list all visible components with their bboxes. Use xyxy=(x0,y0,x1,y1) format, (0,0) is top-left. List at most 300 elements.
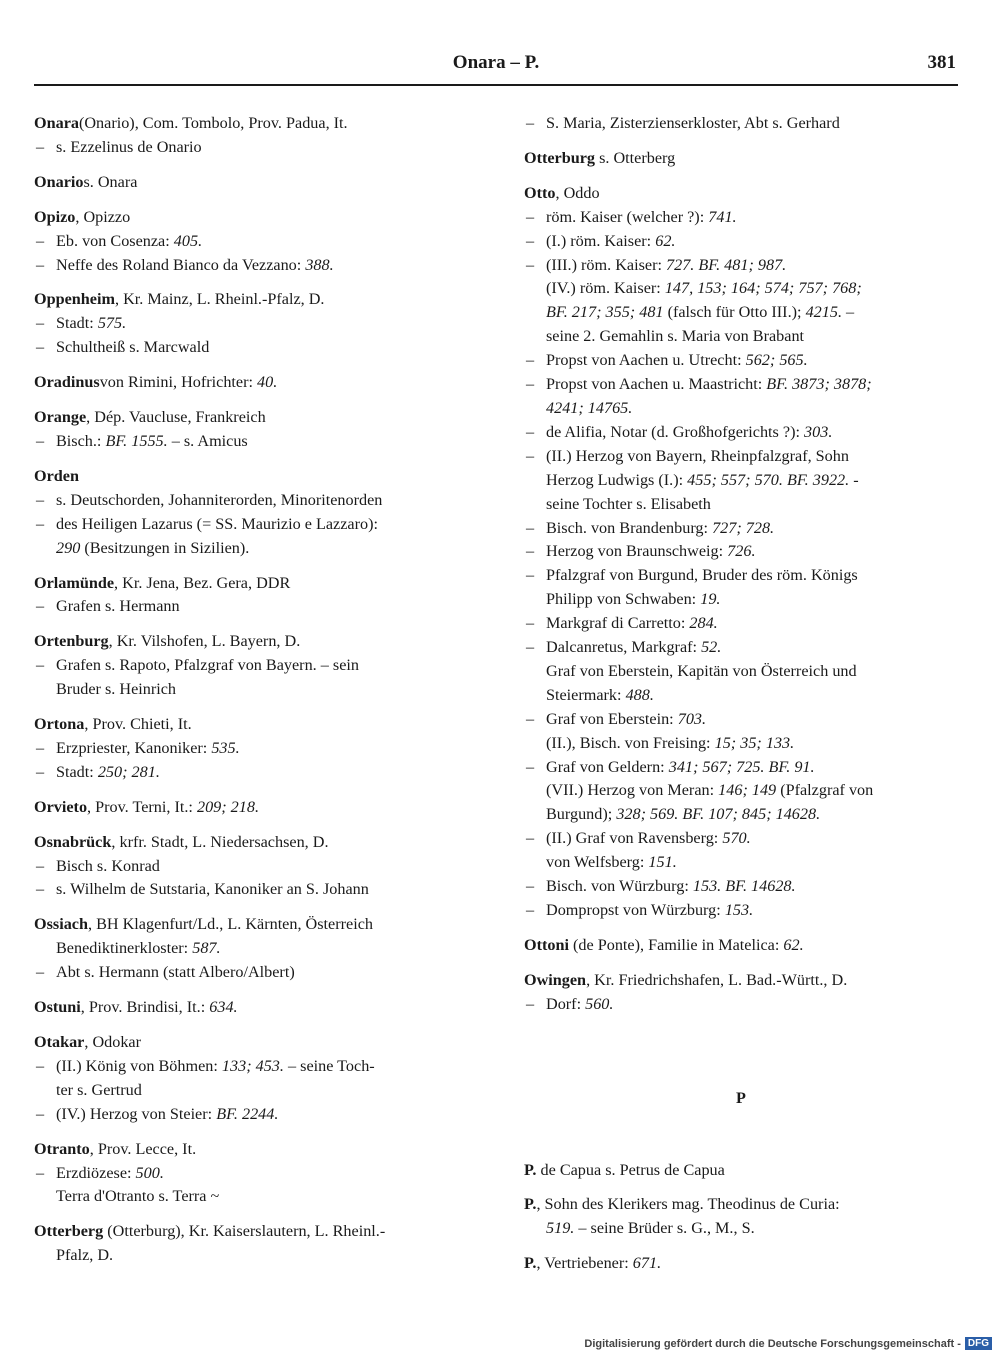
entry-line xyxy=(524,899,958,923)
entry-text: Grafen s. Hermann xyxy=(56,597,180,616)
page-reference: 303. xyxy=(804,422,833,441)
entry-text: von Welfsberg: xyxy=(546,853,649,872)
dash-marker: – xyxy=(526,877,535,896)
entry-text: Erzpriester, Kanoniker: xyxy=(56,738,212,757)
entry-text: von Rimini, Hofrichter: xyxy=(99,373,258,392)
index-entry xyxy=(34,171,474,195)
index-entry xyxy=(34,572,474,620)
dash-marker: – xyxy=(526,518,535,537)
entry-line xyxy=(524,636,958,660)
entry-text: Bisch. von Brandenburg: xyxy=(546,518,713,537)
dash-marker: – xyxy=(36,431,45,450)
entry-text: , Vertriebener: xyxy=(536,1254,633,1273)
entry-line xyxy=(34,254,474,278)
entry-text: (II.) Herzog von Bayern, Rheinpfalzgraf, Sohn xyxy=(546,446,849,465)
entry-line xyxy=(34,678,474,702)
entry-text: seine Tochter s. Elisabeth xyxy=(546,494,711,513)
entry-text: Grafen s. Rapoto, Pfalzgraf von Bayern. – sein xyxy=(56,656,359,675)
dash-marker: – xyxy=(526,901,535,919)
entry-text: Stadt: xyxy=(56,314,98,333)
entry-text: Propst von Aachen u. Utrecht: xyxy=(546,351,746,370)
entry-line xyxy=(524,206,958,230)
page-number: 381 xyxy=(927,52,956,73)
entry-line xyxy=(524,1159,958,1183)
entry-line xyxy=(524,517,958,541)
entry-line xyxy=(34,961,474,985)
dash-marker: – xyxy=(526,566,535,585)
dash-marker: – xyxy=(36,490,45,509)
entry-line xyxy=(34,737,474,761)
entry-text: (Besitzungen in Sizilien). xyxy=(80,538,250,557)
entry-line xyxy=(524,540,958,564)
index-entry xyxy=(34,913,474,985)
entry-line xyxy=(524,373,958,397)
entry-line xyxy=(524,1252,958,1276)
entry-text: – seine Brüder s. G., M., S. xyxy=(574,1219,755,1238)
entry-text: Eb. von Cosenza: xyxy=(56,231,174,250)
dash-marker: – xyxy=(36,1104,45,1123)
entry-text: (III.) röm. Kaiser: xyxy=(546,255,667,274)
entry-text: (IV.) Herzog von Steier: xyxy=(56,1104,217,1123)
dash-marker: – xyxy=(526,255,535,274)
entry-text: Bisch s. Konrad xyxy=(56,856,160,875)
entry-text: des Heiligen Lazarus (= SS. Maurizio e Lazzaro): xyxy=(56,514,378,533)
page-reference: BF. 2244. xyxy=(216,1104,279,1123)
entry-line xyxy=(34,572,474,596)
page-reference: 727; 728. xyxy=(712,518,775,537)
entry-text: (I.) röm. Kaiser: xyxy=(546,231,656,250)
headword: Ottoni xyxy=(524,935,569,954)
entry-line xyxy=(524,993,958,1017)
entry-line xyxy=(34,996,474,1020)
dash-marker: – xyxy=(526,446,535,465)
entry-line xyxy=(524,254,958,278)
entry-line xyxy=(524,934,958,958)
page-reference: 146; 149 xyxy=(718,781,777,800)
entry-line xyxy=(34,312,474,336)
dash-marker: – xyxy=(36,255,45,274)
headword: Onara xyxy=(34,114,79,132)
index-entry xyxy=(34,1220,474,1268)
entry-text: (Otterburg), Kr. Kaiserslautern, L. Rheinl.- xyxy=(103,1222,386,1241)
entry-text: S. Maria, Zisterzienserkloster, Abt s. Gerhard xyxy=(546,114,840,132)
entry-text: , Kr. Mainz, L. Rheinl.-Pfalz, D. xyxy=(114,290,325,309)
entry-line xyxy=(34,1162,474,1186)
page-reference: BF. 217; 355; 481 xyxy=(546,303,664,322)
entry-text: , Prov. Terni, It.: xyxy=(87,797,197,816)
page-reference: 209; 218. xyxy=(196,797,260,816)
entry-text: Dalcanretus, Markgraf: xyxy=(546,638,702,657)
page-reference: 52. xyxy=(701,638,722,657)
entry-line xyxy=(524,112,958,136)
entry-line xyxy=(34,937,474,961)
page-reference: 455; 557; 570. BF. 3922. xyxy=(687,470,850,489)
index-entry xyxy=(34,406,474,454)
entry-line xyxy=(524,969,958,993)
entry-line xyxy=(34,406,474,430)
entry-line xyxy=(34,595,474,619)
entry-text: röm. Kaiser (welcher ?): xyxy=(546,207,709,226)
entry-text: , Dép. Vaucluse, Frankreich xyxy=(86,408,266,427)
entry-text: Dompropst von Würzburg: xyxy=(546,901,725,919)
index-entry xyxy=(34,1138,474,1210)
entry-line xyxy=(34,489,474,513)
entry-line xyxy=(524,349,958,373)
entry-text: Graf von Eberstein, Kapitän von Österreich und xyxy=(546,661,857,680)
headword: Otakar xyxy=(34,1033,85,1051)
entry-text: , Sohn des Klerikers mag. Theodinus de Curia: xyxy=(536,1195,840,1214)
entry-text: Bisch. von Würzburg: xyxy=(546,877,693,896)
left-column xyxy=(34,112,474,1279)
entry-text: de Capua s. Petrus de Capua xyxy=(536,1160,725,1179)
entry-text: Pfalzgraf von Burgund, Bruder des röm. Königs xyxy=(546,566,858,585)
entry-line xyxy=(524,301,958,325)
index-entry xyxy=(524,969,958,1017)
entry-line xyxy=(524,851,958,875)
entry-line xyxy=(34,713,474,737)
index-entry xyxy=(34,996,474,1020)
dash-marker: – xyxy=(526,231,535,250)
entry-line xyxy=(34,371,474,395)
entry-line xyxy=(524,660,958,684)
headword: Owingen xyxy=(524,970,587,989)
page-reference: 405. xyxy=(173,231,203,250)
index-entry xyxy=(524,934,958,958)
dash-marker: – xyxy=(36,597,45,616)
page-reference: 4241; 14765. xyxy=(546,398,633,417)
headword: Oppenheim xyxy=(34,290,115,309)
entry-text: ter s. Gertrud xyxy=(56,1080,142,1099)
page-reference: 341; 567; 725. BF. 91. xyxy=(668,757,815,776)
entry-line xyxy=(34,1103,474,1127)
entry-line xyxy=(34,1079,474,1103)
dash-marker: – xyxy=(526,375,535,394)
index-entry xyxy=(524,112,958,136)
entry-text: (Pfalzgraf von xyxy=(776,781,874,800)
page-reference: 133; 453. xyxy=(221,1056,284,1075)
dash-marker: – xyxy=(36,762,45,781)
entry-line xyxy=(524,827,958,851)
dash-marker: – xyxy=(36,137,45,156)
entry-text: , Odokar xyxy=(84,1033,141,1051)
entry-line xyxy=(524,397,958,421)
index-entry xyxy=(524,1159,958,1183)
page-reference: 388. xyxy=(305,255,334,274)
entry-line xyxy=(524,182,958,206)
entry-line xyxy=(34,136,474,160)
dash-marker: – xyxy=(526,638,535,657)
entry-text: s. Wilhelm de Sutstaria, Kanoniker an S. Johann xyxy=(56,880,369,899)
dash-marker: – xyxy=(526,351,535,370)
page-reference: 250; 281. xyxy=(97,762,160,781)
entry-text: Benediktinerkloster: xyxy=(56,939,193,958)
entry-line xyxy=(34,1138,474,1162)
entry-line xyxy=(524,469,958,493)
entry-line xyxy=(524,493,958,517)
page-reference: 40. xyxy=(257,373,278,392)
page-reference: 62. xyxy=(783,935,804,954)
entry-line xyxy=(524,875,958,899)
entry-text: – xyxy=(841,303,855,322)
page-reference: 488. xyxy=(625,685,654,704)
headword: Otto xyxy=(524,183,556,202)
headword: Orlamünde xyxy=(34,573,115,592)
dash-marker: – xyxy=(36,1056,45,1075)
index-entry xyxy=(34,831,474,903)
entry-line xyxy=(34,831,474,855)
entry-text: , BH Klagenfurt/Ld., L. Kärnten, Österreich xyxy=(87,915,373,934)
headword: Opizo xyxy=(34,207,76,226)
dfg-logo: DFG xyxy=(965,1337,992,1350)
entry-line xyxy=(34,112,474,136)
entry-line xyxy=(524,732,958,756)
page-reference: 153. xyxy=(724,901,754,919)
dash-marker: – xyxy=(526,709,535,728)
entry-line xyxy=(34,855,474,879)
entry-line xyxy=(34,206,474,230)
dash-marker: – xyxy=(526,422,535,441)
entry-text: – seine Toch- xyxy=(283,1056,375,1075)
page-reference: 328; 569. BF. 107; 845; 14628. xyxy=(616,805,821,824)
entry-line xyxy=(34,1244,474,1268)
entry-line xyxy=(34,1185,474,1209)
index-entry xyxy=(34,288,474,360)
headword: Ortona xyxy=(34,715,85,734)
index-entry xyxy=(34,630,474,702)
footer-text: Digitalisierung gefördert durch die Deutsche Forschungsgemeinschaft - xyxy=(584,1337,961,1350)
page-reference: 570. xyxy=(722,829,751,848)
headword: Otranto xyxy=(34,1139,90,1158)
headword: Oradinus xyxy=(34,373,100,392)
entry-text: , Prov. Brindisi, It.: xyxy=(80,998,210,1017)
entry-text: (de Ponte), Familie in Matelica: xyxy=(568,935,784,954)
entry-text: de Alifia, Notar (d. Großhofgerichts ?): xyxy=(546,422,805,441)
page-reference: 290 xyxy=(56,538,81,557)
entry-line xyxy=(524,277,958,301)
entry-line xyxy=(524,684,958,708)
entry-text: seine 2. Gemahlin s. Maria von Brabant xyxy=(546,327,805,346)
entry-line xyxy=(34,796,474,820)
headword: P. xyxy=(524,1195,537,1214)
entry-line xyxy=(524,588,958,612)
entry-line xyxy=(34,288,474,312)
page-reference: 727. BF. 481; 987. xyxy=(666,255,787,274)
dash-marker: – xyxy=(36,656,45,675)
entry-line xyxy=(34,430,474,454)
entry-text: (falsch für Otto III.); xyxy=(663,303,806,322)
index-entry xyxy=(524,147,958,171)
entry-text: , Prov. Chieti, It. xyxy=(84,715,192,734)
dash-marker: – xyxy=(36,314,45,333)
entry-text: - xyxy=(849,470,859,489)
dash-marker: – xyxy=(526,207,535,226)
entry-text: , Kr. Vilshofen, L. Bayern, D. xyxy=(108,632,301,651)
entry-text: , krfr. Stadt, L. Niedersachsen, D. xyxy=(111,832,329,851)
entry-line xyxy=(34,654,474,678)
entry-line xyxy=(524,325,958,349)
entry-text: Bisch.: xyxy=(56,431,106,450)
dash-marker: – xyxy=(526,542,535,561)
dash-marker: – xyxy=(36,338,45,357)
entry-line xyxy=(524,612,958,636)
entry-line xyxy=(34,1220,474,1244)
entry-text: Herzog von Braunschweig: xyxy=(546,542,728,561)
headword: Orange xyxy=(34,408,87,427)
dash-marker: – xyxy=(526,994,535,1013)
entry-text: Graf von Geldern: xyxy=(546,757,669,776)
entry-text: s. Onara xyxy=(83,172,138,191)
page-header xyxy=(34,48,958,86)
entry-line xyxy=(524,803,958,827)
dash-marker: – xyxy=(36,963,45,982)
page-reference: 500. xyxy=(135,1163,164,1182)
entry-text: Herzog Ludwigs (I.): xyxy=(546,470,688,489)
index-entry xyxy=(524,182,958,923)
page-reference: 587. xyxy=(192,939,221,958)
entry-text: Erzdiözese: xyxy=(56,1163,136,1182)
entry-text: Philipp von Schwaben: xyxy=(546,590,701,609)
headword: Ostuni xyxy=(34,998,81,1017)
entry-text: (II.) König von Böhmen: xyxy=(56,1056,222,1075)
entry-line xyxy=(524,147,958,171)
dash-marker: – xyxy=(526,829,535,848)
entry-text: (II.) Graf von Ravensberg: xyxy=(546,829,723,848)
entry-text: s. Deutschorden, Johanniterorden, Minoritenorden xyxy=(56,490,383,509)
page-reference: 284. xyxy=(689,614,718,633)
footer xyxy=(584,1337,992,1350)
entry-line xyxy=(34,630,474,654)
entry-text: Pfalz, D. xyxy=(56,1246,114,1265)
entry-line xyxy=(34,230,474,254)
entry-line xyxy=(34,336,474,360)
index-entry xyxy=(524,1252,958,1276)
page-reference: 15; 35; 133. xyxy=(714,733,795,752)
entry-line xyxy=(524,708,958,732)
entry-text: Terra d'Otranto s. Terra ~ xyxy=(56,1187,220,1206)
index-entry xyxy=(34,713,474,785)
page-reference: BF. 1555. xyxy=(105,431,168,450)
entry-text: , Opizzo xyxy=(75,207,131,226)
entry-text: , Kr. Friedrichshafen, L. Bad.-Württ., D. xyxy=(586,970,848,989)
index-entry xyxy=(34,206,474,278)
index-entry xyxy=(34,371,474,395)
page-reference: 62. xyxy=(655,231,676,250)
page-reference: 535. xyxy=(211,738,240,757)
entry-text: (IV.) röm. Kaiser: xyxy=(546,279,665,298)
entry-text: Schultheiß s. Marcwald xyxy=(56,338,210,357)
entry-line xyxy=(524,779,958,803)
entry-line xyxy=(524,1193,958,1217)
dash-marker: – xyxy=(526,114,535,132)
headword: P. xyxy=(524,1254,537,1273)
entry-text: s. Ezzelinus de Onario xyxy=(56,137,202,156)
entry-line xyxy=(34,171,474,195)
dash-marker: – xyxy=(36,1163,45,1182)
page-reference: BF. 3873; 3878; xyxy=(766,375,872,394)
section-heading: P xyxy=(736,1088,746,1107)
entry-text: Burgund); xyxy=(546,805,617,824)
headword: Onario xyxy=(34,172,84,191)
page-reference: 575. xyxy=(97,314,127,333)
entry-line xyxy=(34,913,474,937)
headword: P. xyxy=(524,1160,537,1179)
page-reference: 153. BF. 14628. xyxy=(692,877,796,896)
dash-marker: – xyxy=(526,757,535,776)
page-title: Onara – P. xyxy=(452,52,540,73)
page-reference: 671. xyxy=(632,1254,662,1273)
dash-marker: – xyxy=(36,880,45,899)
entry-text: (Onario), Com. Tombolo, Prov. Padua, It. xyxy=(78,114,348,132)
index-entry xyxy=(34,796,474,820)
index-entry xyxy=(34,112,474,160)
headword: Otterburg xyxy=(524,148,596,167)
entry-line xyxy=(34,537,474,561)
entry-line xyxy=(524,756,958,780)
page-reference: 741. xyxy=(708,207,737,226)
page-reference: 726. xyxy=(727,542,756,561)
entry-line xyxy=(34,761,474,785)
page-reference: 19. xyxy=(700,590,721,609)
entry-text: , Kr. Jena, Bez. Gera, DDR xyxy=(114,573,291,592)
index-entry xyxy=(524,1193,958,1241)
entry-line xyxy=(524,1217,958,1241)
page-reference: 562; 565. xyxy=(745,351,808,370)
headword: Ossiach xyxy=(34,915,88,934)
entry-text: , Prov. Lecce, It. xyxy=(89,1139,197,1158)
entry-text: Graf von Eberstein: xyxy=(546,709,678,728)
page-reference: 703. xyxy=(677,709,707,728)
index-entry xyxy=(34,1031,474,1127)
entry-line xyxy=(34,1055,474,1079)
headword: Otterberg xyxy=(34,1222,104,1241)
page-reference: 634. xyxy=(209,998,238,1017)
entry-text: Abt s. Hermann (statt Albero/Albert) xyxy=(56,963,295,982)
entry-text: Bruder s. Heinrich xyxy=(56,680,177,699)
dash-marker: – xyxy=(36,738,45,757)
dash-marker: – xyxy=(36,856,45,875)
entry-text: – s. Amicus xyxy=(167,431,248,450)
entry-text: Dorf: xyxy=(546,994,586,1013)
entry-text: Propst von Aachen u. Maastricht: xyxy=(546,375,767,394)
entry-line xyxy=(524,445,958,469)
entry-line xyxy=(524,564,958,588)
entry-text: s. Otterberg xyxy=(595,148,676,167)
index-entry xyxy=(34,465,474,561)
headword: Osnabrück xyxy=(34,832,112,851)
entry-text: Stadt: xyxy=(56,762,98,781)
entry-line xyxy=(524,230,958,254)
entry-text: (VII.) Herzog von Meran: xyxy=(546,781,719,800)
entry-text: Markgraf di Carretto: xyxy=(546,614,690,633)
dash-marker: – xyxy=(36,514,45,533)
dash-marker: – xyxy=(36,231,45,250)
headword: Orden xyxy=(34,466,79,485)
right-column xyxy=(524,112,958,1287)
entry-text: Neffe des Roland Bianco da Vezzano: xyxy=(56,255,306,274)
page-reference: 560. xyxy=(585,994,614,1013)
page-reference: 519. xyxy=(546,1219,575,1238)
entry-text: Steiermark: xyxy=(546,685,626,704)
page-reference: 4215. xyxy=(805,303,842,322)
page-reference: 151. xyxy=(648,853,677,872)
entry-line xyxy=(34,513,474,537)
entry-text: , Oddo xyxy=(555,183,600,202)
page-reference: 147, 153; 164; 574; 757; 768; xyxy=(664,279,862,298)
entry-line xyxy=(34,465,474,489)
dash-marker: – xyxy=(526,614,535,633)
entry-text: (II.), Bisch. von Freising: xyxy=(546,733,715,752)
headword: Orvieto xyxy=(34,797,88,816)
